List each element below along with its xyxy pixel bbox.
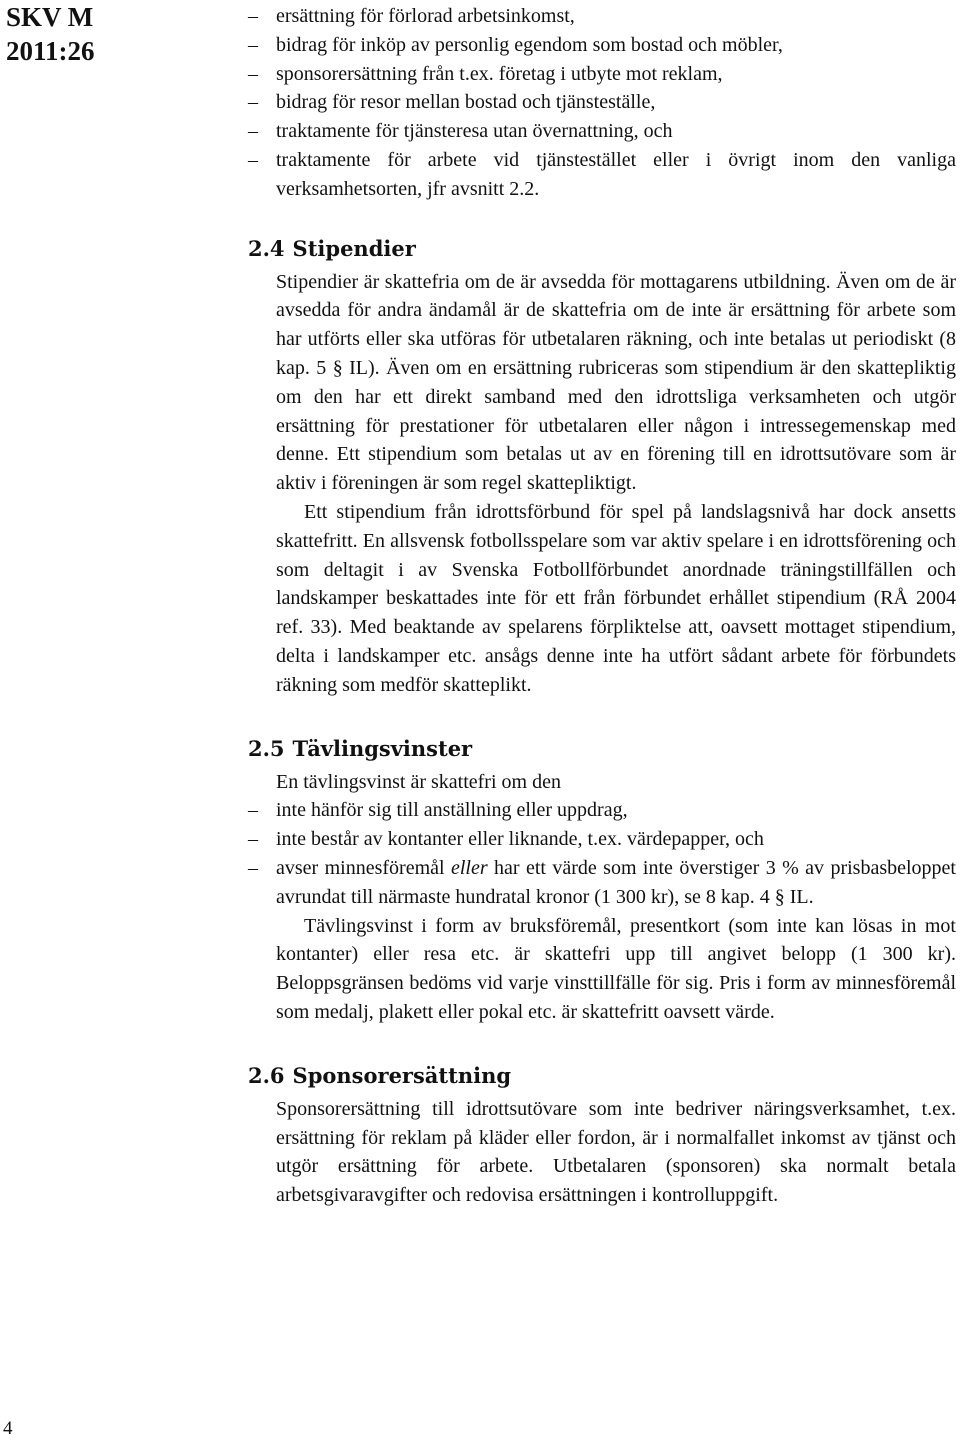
section-number: 2.4	[248, 235, 285, 261]
section-title: Sponsorersättning	[292, 1062, 512, 1088]
section-heading	[248, 234, 956, 264]
section-sponsorersattning	[248, 1061, 956, 1210]
section-number: 2.6	[248, 1062, 285, 1088]
list-item: – sponsorersättning från t.ex. företag i utbyte mot reklam,	[248, 60, 956, 89]
series-number: 2011:26	[6, 36, 95, 66]
list-item: – avser minnesföremål eller har ett värde som inte överstiger 3 % av prisbasbeloppet avrundat till närmaste hundratal kronor (1 300 kr), se 8 kap. 4 § IL.	[248, 854, 956, 912]
intro-dash-list	[248, 2, 956, 204]
list-item: – traktamente för arbete vid tjänstestället eller i övrigt inom den vanliga verksamhetsorten, jfr avsnitt 2.2.	[248, 146, 956, 204]
section-title: Tävlingsvinster	[292, 735, 473, 761]
section-number: 2.5	[248, 735, 285, 761]
list-item: – ersättning för förlorad arbetsinkomst,	[248, 2, 956, 31]
document-series-label	[6, 0, 95, 68]
series-name: SKV M	[6, 2, 94, 32]
list-item: – inte hänför sig till anställning eller uppdrag,	[248, 796, 956, 825]
intro-list-section	[248, 0, 956, 204]
list-item: – inte består av kontanter eller liknande, t.ex. värdepapper, och	[248, 825, 956, 854]
lead-sentence: En tävlingsvinst är skattefri om den	[276, 770, 561, 793]
section-heading	[248, 734, 956, 764]
section-title: Stipendier	[292, 235, 416, 261]
page-content	[248, 0, 956, 1210]
paragraph: Tävlingsvinst i form av bruksföremål, presentkort (som inte kan lösas in mot kontanter) eller resa etc. är skattefri upp till angivet belopp (1 300 kr). Beloppsgränsen bedöms vid varje vinsttillfälle för sig. Pris i form av minnesföremål som medalj, plakett eller pokal etc. är skattefritt oavsett värde.	[276, 914, 956, 1023]
section-stipendier	[248, 234, 956, 700]
paragraph: Stipendier är skattefria om de är avsedda för mottagarens utbildning. Även om de är avsedda för andra ändamål är de skattefria om de inte är ersättning för arbete som har utförts eller ska utföras för utbetalaren räkning, och inte betalas ut periodiskt (8 kap. 5 § IL). Även om en ersättning rubriceras som stipendium är den skattepliktig om den har ett direkt samband med den idrottsliga verksamheten och utgör ersättning för prestationer för utbetalaren eller någon i intressegemenskap med denne. Ett stipendium som betalas ut av en förening till en idrottsutövare som är aktiv i föreningen är som regel skattepliktigt.	[276, 270, 956, 495]
list-item: – bidrag för resor mellan bostad och tjänsteställe,	[248, 88, 956, 117]
paragraph: Sponsorersättning till idrottsutövare som inte bedriver näringsverksamhet, t.ex. ersättning för reklam på kläder eller fordon, är i normalfallet inkomst av tjänst och utgör ersättning för arbete. Utbetalaren (sponsoren) ska normalt betala arbetsgivaravgifter och redovisa ersättningen i kontrolluppgift.	[276, 1097, 956, 1207]
section-tavlingsvinster	[248, 734, 956, 1027]
paragraph: Ett stipendium från idrottsförbund för spel på landslagsnivå har dock ansetts skattefritt. En allsvensk fotbollsspelare som var aktiv spelare i en idrottsförening och som deltagit i av Svenska Fotbollförbundet anordnade träningstillfällen och landskamper beskattades inte för ett från förbundet erhållet stipendium (RÅ 2004 ref. 33). Med beaktande av spelarens förpliktelse att, oavsett mottaget stipendium, delta i landskamper etc. ansågs denne inte ha utfört sådant arbete för förbundets räkning som medför skatteplikt.	[276, 500, 956, 696]
list-item: – bidrag för inköp av personlig egendom som bostad och möbler,	[248, 31, 956, 60]
section-heading	[248, 1061, 956, 1091]
conditions-dash-list	[248, 796, 956, 911]
page-number: 4	[3, 1418, 13, 1439]
list-item: – traktamente för tjänsteresa utan övernattning, och	[248, 117, 956, 146]
